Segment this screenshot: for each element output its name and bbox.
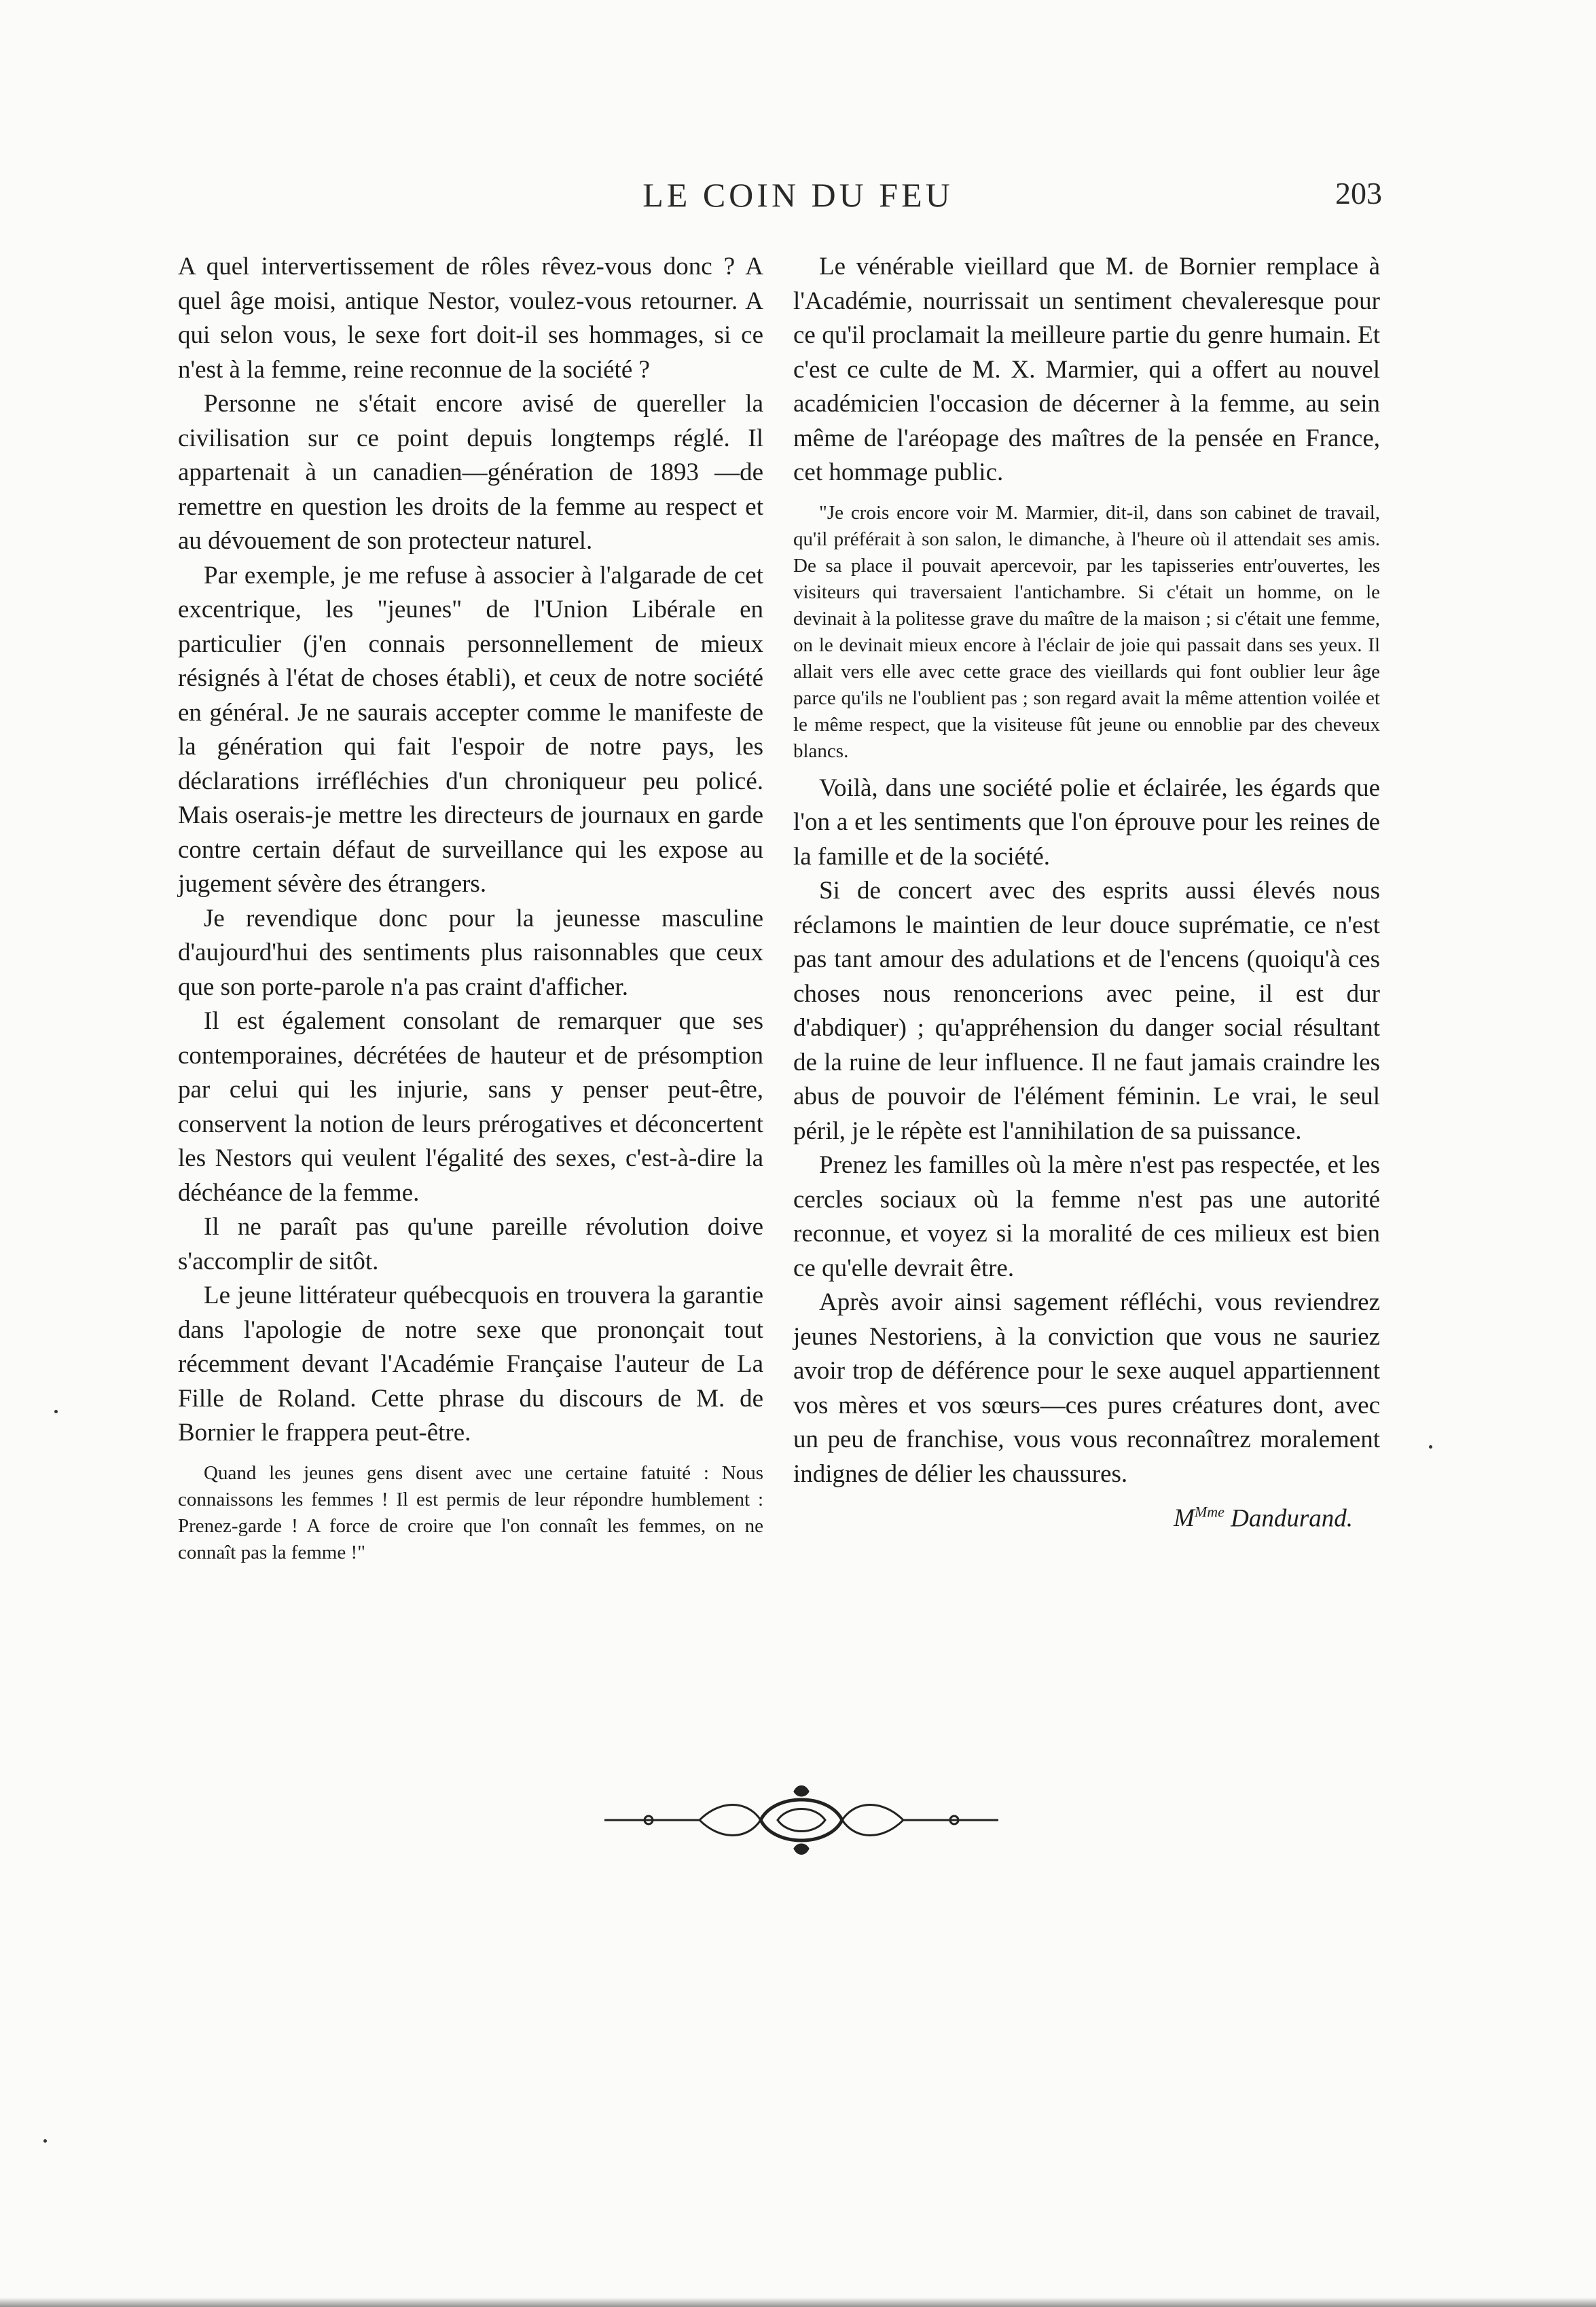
left-column [178,250,763,1573]
signature-name: Dandurand. [1231,1504,1353,1533]
speck [43,2139,47,2143]
paragraph: Je revendique donc pour la jeunesse masculine d'aujourd'hui des sentiments plus raisonnables que ceux que son porte-parole n'a pas craint d'afficher. [178,904,763,1001]
page-number: 203 [1335,176,1382,211]
running-head [0,175,1596,230]
signature [793,1504,1380,1533]
paragraph: A quel intervertissement de rôles rêvez-vous donc ? A quel âge moisi, antique Nestor, voulez-vous retourner. A qui selon vous, le sexe fort doit-il ses hommages, si ce n'est à la femme, reine reconnue de la société ? [178,253,763,384]
signature-title: $M^{Mme}$ [1174,1504,1225,1533]
paragraph: Il est également consolant de remarquer que ses contemporaines, décrétées de hauteur et de présomption par celui qui les injurie, sans y penser peut-être, conservent la notion de leurs prérogatives et déconcertent les Nestors qui veulent l'égalité des sexes, c'est-à-dire la déchéance de la femme. [178,1007,763,1207]
paragraph: Prenez les familles où la mère n'est pas respectée, et les cercles sociaux où la femme n'est pas une autorité reconnue, et voyez si la moralité de ces milieux est bien ce qu'elle devrait être. [793,1151,1380,1282]
paragraph: Par exemple, je me refuse à associer à l'algarade de cet excentrique, les "jeunes" de l'Union Libérale en particulier (j'en connais personnellement de mieux résignés à l'état de choses établi), et ceux de notre société en général. Je ne saurais accepter comme le manifeste de la génération qui fait l'espoir de notre pays, les déclarations irréfléchies d'un chroniqueur peu policé. Mais oserais-je mettre les directeurs de journaux en garde contre certain défaut de surveillance qui les expose au jugement sévère des étrangers. [178,561,763,898]
ornament-icon [598,1779,1005,1861]
speck [1429,1445,1432,1449]
paragraph: Après avoir ainsi sagement réfléchi, vous reviendrez jeunes Nestoriens, à la conviction que vous ne sauriez avoir trop de déférence pour le sexe auquel appartiennent vos mères et vos sœurs—ces pures créatures dont, avec un peu de franchise, vous vous reconnaîtrez moralement indignes de délier les chaussures. [793,1288,1380,1488]
paragraph: Le vénérable vieillard que M. de Bornier remplace à l'Académie, nourrissait un sentiment chevaleresque pour ce qu'il proclamait la meilleure partie du genre humain. Et c'est ce culte de M. X. Marmier, qui a offert au nouvel académicien l'occasion de décerner à la femme, au sein même de l'aréopage des maîtres de la pensée en France, cet hommage public. [793,253,1380,486]
page-header-title: LE COIN DU FEU [642,176,954,214]
quotation: Quand les jeunes gens disent avec une certaine fatuité : Nous connaissons les femmes ! Il est permis de leur répondre humblement : Prenez-garde ! A force de croire que l'on connaît les femmes, on ne connaît pas la femme !" [178,1461,763,1563]
quotation: "Je crois encore voir M. Marmier, dit-il, dans son cabinet de travail, qu'il préférait à son salon, le dimanche, à l'heure où il attendait ses amis. De sa place il pouvait apercevoir, par les tapisseries entr'ouvertes, les visiteurs qui traversaient l'antichambre. Si c'était un homme, on le devinait à la politesse grave du maître de la maison ; si c'était une femme, on le devinait mieux encore à l'éclair de joie qui passait dans ses yeux. Il allait vers elle avec cette grace des vieillards qui font oublier leur âge parce qu'ils ne l'oublient pas ; son regard avait la même attention voilée et le même respect, que la visiteuse fût jeune ou ennoblie par des cheveux blancs. [793,501,1380,762]
paragraph: Voilà, dans une société polie et éclairée, les égards que l'on a et les sentiments que l'on éprouve pour les reines de la famille et de la société. [793,774,1380,871]
right-column [793,250,1380,1533]
speck [54,1410,58,1413]
paragraph: Si de concert avec des esprits aussi élevés nous réclamons le maintien de leur douce suprématie, ce n'est pas tant amour des adulations et de l'encens (quoiqu'à ces choses nous renoncerions avec peine, il est dur d'abdiquer) ; qu'appréhension du danger social résultant de la ruine de leur influence. Il ne faut jamais craindre les abus de pouvoir de l'élément féminin. Le vrai, le seul péril, je le répète est l'annihilation de sa puissance. [793,877,1380,1145]
page-edge [0,2297,1596,2307]
paragraph: Personne ne s'était encore avisé de quereller la civilisation sur ce point depuis longtemps réglé. Il appartenait à un canadien—génération de 1893 —de remettre en question les droits de la femme au respect et au dévouement de son protecteur naturel. [178,390,763,555]
paragraph: Il ne paraît pas qu'une pareille révolution doive s'accomplir de sitôt. [178,1213,763,1275]
paragraph: Le jeune littérateur québecquois en trouvera la garantie dans l'apologie de notre sexe que prononçait tout récemment devant l'Académie Française l'auteur de La Fille de Roland. Cette phrase du discours de M. de Bornier le frappera peut-être. [178,1282,763,1447]
